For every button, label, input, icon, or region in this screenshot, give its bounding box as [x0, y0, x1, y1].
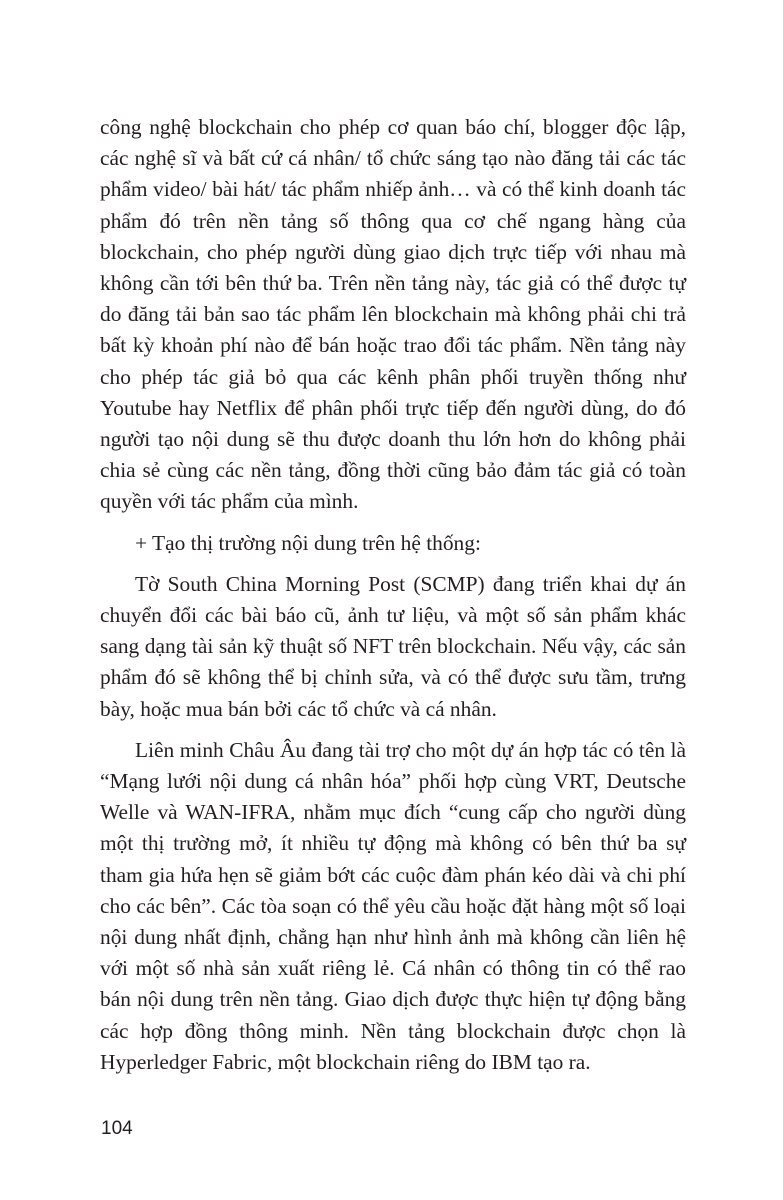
paragraph-eu-project: Liên minh Châu Âu đang tài trợ cho một dự án hợp tác có tên là “Mạng lưới nội dung cá nhân hóa” phối hợp cùng VRT, Deutsche Welle và WAN-IFRA, nhằm mục đích “cung cấp cho người dùng một thị trường mở, ít nhiều tự động mà không có bên thứ ba sự tham gia hứa hẹn sẽ giảm bớt các cuộc đàm phán kéo dài và chi phí cho các bên”. Các tòa soạn có thể yêu cầu hoặc đặt hàng một số loại nội dung nhất định, chẳng hạn như hình ảnh mà không cần liên hệ với một số nhà sản xuất riêng lẻ. Cá nhân có thông tin có thể rao bán nội dung trên nền tảng. Giao dịch được thực hiện tự động bằng các hợp đồng thông minh. Nền tảng blockchain được chọn là Hyperledger Fabric, một blockchain riêng do IBM tạo ra. — [100, 737, 686, 1074]
page-number: 104 — [101, 1118, 133, 1139]
paragraph-content-market-heading: + Tạo thị trường nội dung trên hệ thống: — [135, 530, 481, 555]
page-body — [100, 112, 686, 1088]
paragraph-blockchain-creators: công nghệ blockchain cho phép cơ quan báo chí, blogger độc lập, các nghệ sĩ và bất cứ cá nhân/ tổ chức sáng tạo nào đăng tải các tác phẩm video/ bài hát/ tác phẩm nhiếp ảnh… và có thể kinh doanh tác phẩm đó trên nền tảng số thông qua cơ chế ngang hàng của blockchain, cho phép người dùng giao dịch trực tiếp với nhau mà không cần tới bên thứ ba. Trên nền tảng này, tác giả có thể được tự do đăng tải bản sao tác phẩm lên blockchain mà không phải chi trả bất kỳ khoản phí nào để bán hoặc trao đổi tác phẩm. Nền tảng này cho phép tác giả bỏ qua các kênh phân phối truyền thống như Youtube hay Netflix để phân phối trực tiếp đến người dùng, do đó người tạo nội dung sẽ thu được doanh thu lớn hơn do không phải chia sẻ cùng các nền tảng, đồng thời cũng bảo đảm tác giả có toàn quyền với tác phẩm của mình. — [100, 115, 686, 514]
paragraph-scmp-nft: Tờ South China Morning Post (SCMP) đang triển khai dự án chuyển đổi các bài báo cũ, ảnh tư liệu, và một số sản phẩm khác sang dạng tài sản kỹ thuật số NFT trên blockchain. Nếu vậy, các sản phẩm đó sẽ không thể bị chỉnh sửa, và có thể được sưu tầm, trưng bày, hoặc mua bán bởi các tổ chức và cá nhân. — [100, 571, 686, 721]
